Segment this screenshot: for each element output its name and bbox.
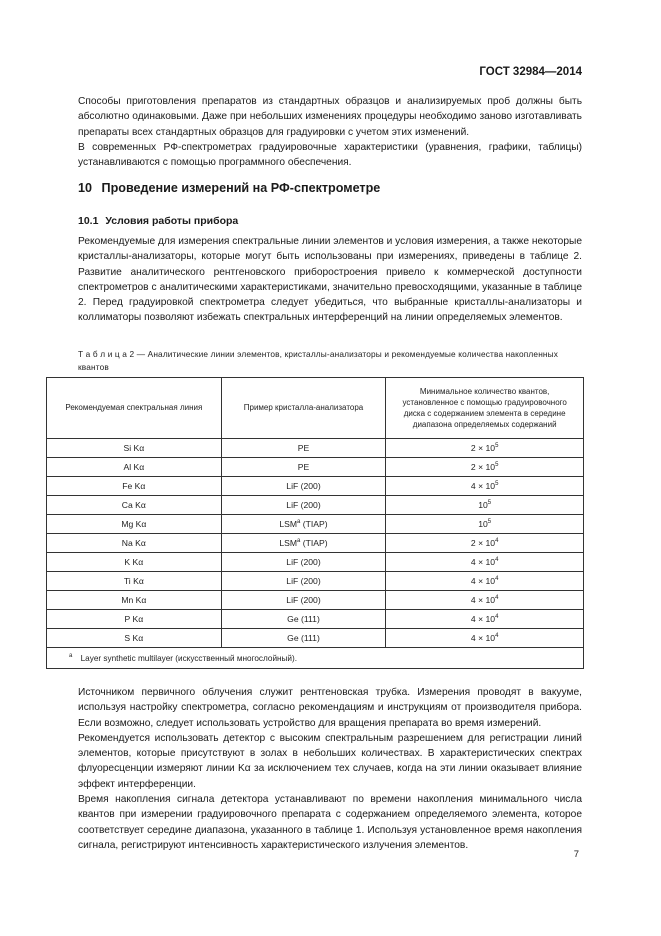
cell-min-quanta xyxy=(386,496,584,515)
crystal-name-rest: (TIAP) xyxy=(300,519,328,529)
cell-spectral-line: Ca Kα xyxy=(47,496,222,515)
footnote-mark: а xyxy=(69,652,73,659)
quanta-base: 4 × 10 xyxy=(470,614,496,624)
table-row xyxy=(47,534,584,553)
crystal-footnote-mark: а xyxy=(297,519,301,525)
crystal-name: LiF (200) xyxy=(286,576,321,586)
cell-min-quanta xyxy=(386,439,584,458)
intro-text xyxy=(78,94,582,170)
cell-crystal xyxy=(221,439,386,458)
cell-min-quanta xyxy=(386,610,584,629)
cell-spectral-line: Fe Kα xyxy=(47,477,222,496)
after-table-text xyxy=(78,685,582,853)
quanta-exponent: 5 xyxy=(487,500,492,506)
crystal-name: LSM xyxy=(279,538,298,548)
cell-min-quanta xyxy=(386,572,584,591)
cell-spectral-line: Na Kα xyxy=(47,534,222,553)
table-row xyxy=(47,610,584,629)
quanta-base: 4 × 10 xyxy=(470,595,496,605)
page-number: 7 xyxy=(573,849,579,860)
quanta-base: 2 × 10 xyxy=(470,443,496,453)
crystal-name: Ge (111) xyxy=(287,633,320,643)
section-heading xyxy=(78,181,380,195)
quanta-base: 4 × 10 xyxy=(470,557,496,567)
cell-crystal xyxy=(221,610,386,629)
table-row xyxy=(47,572,584,591)
cell-crystal xyxy=(221,477,386,496)
crystal-name: LiF (200) xyxy=(286,500,321,510)
quanta-exponent: 5 xyxy=(495,462,499,468)
table-footnote-row xyxy=(47,648,584,669)
crystal-name: LiF (200) xyxy=(286,557,321,567)
cell-spectral-line: Mg Kα xyxy=(47,515,222,534)
quanta-base: 10 xyxy=(478,519,488,529)
table-row xyxy=(47,591,584,610)
cell-min-quanta xyxy=(386,534,584,553)
cell-crystal xyxy=(221,496,386,515)
crystal-name: LiF (200) xyxy=(286,481,321,491)
cell-min-quanta xyxy=(386,553,584,572)
subsection-title: Условия работы прибора xyxy=(105,215,239,227)
cell-crystal xyxy=(221,591,386,610)
cell-min-quanta xyxy=(386,629,584,648)
quanta-exponent: 4 xyxy=(495,557,499,563)
crystal-name: Ge (111) xyxy=(287,614,320,624)
cell-crystal xyxy=(221,534,386,553)
intro-paragraph-2: В современных РФ-спектрометрах градуировочные характеристики (уравнения, графики, таблицы) устанавливаются с помощью программного обеспечения. xyxy=(78,141,582,169)
cell-crystal xyxy=(221,572,386,591)
quanta-exponent: 5 xyxy=(495,481,499,487)
table-footnote xyxy=(47,648,584,669)
cell-min-quanta xyxy=(386,515,584,534)
crystal-footnote-mark: а xyxy=(297,538,301,544)
cell-min-quanta xyxy=(386,477,584,496)
header-spectral-line: Рекомендуемая спектральная линия xyxy=(47,378,222,439)
cell-min-quanta xyxy=(386,458,584,477)
table-caption: Т а б л и ц а 2 — Аналитические линии элементов, кристаллы-анализаторы и рекомендуемые количества накопленных квантов xyxy=(78,349,559,372)
crystal-name: LSM xyxy=(279,519,298,529)
table-row xyxy=(47,477,584,496)
table-row xyxy=(47,629,584,648)
crystal-name: LiF (200) xyxy=(286,595,321,605)
cell-crystal xyxy=(221,515,386,534)
cell-spectral-line: Al Kα xyxy=(47,458,222,477)
cell-min-quanta xyxy=(386,591,584,610)
quanta-exponent: 4 xyxy=(495,595,499,601)
cell-spectral-line: K Kα xyxy=(47,553,222,572)
table-row xyxy=(47,553,584,572)
table-row xyxy=(47,515,584,534)
quanta-base: 10 xyxy=(478,500,488,510)
table-row xyxy=(47,458,584,477)
quanta-base: 2 × 10 xyxy=(470,538,496,548)
cell-spectral-line: S Kα xyxy=(47,629,222,648)
quanta-exponent: 5 xyxy=(495,443,499,449)
cell-crystal xyxy=(221,629,386,648)
section-title: Проведение измерений на РФ-спектрометре xyxy=(101,181,381,195)
intro-paragraph-1: Способы приготовления препаратов из стандартных образцов и анализируемых проб должны быть абсолютно одинаковыми. Даже при небольших изменениях процедуры необходимо заново изготавливать препараты всех стандартных образцов для градуировки с учетом этих изменений. xyxy=(78,96,582,138)
cell-spectral-line: P Kα xyxy=(47,610,222,629)
header-min-quanta: Минимальное количество квантов, установленное с помощью градуировочного диска с содержанием элемента в середине диапазона определяемых содержаний xyxy=(386,378,584,439)
analytical-lines-table xyxy=(46,377,584,669)
cell-spectral-line: Ti Kα xyxy=(47,572,222,591)
quanta-exponent: 4 xyxy=(495,614,499,620)
quanta-exponent: 5 xyxy=(487,519,492,525)
cell-crystal xyxy=(221,553,386,572)
table-body xyxy=(47,439,584,648)
crystal-name-rest: (TIAP) xyxy=(300,538,328,548)
crystal-name: PE xyxy=(297,443,310,453)
after-paragraph-3: Время накопления сигнала детектора устанавливают по времени накопления минимального числа квантов при измерении градуировочного препарата с содержанием определяемого элемента, которое соответствует середине диапазона, указанного в таблице 1. Используя установленное время накопления сигнала, регистрируют интенсивность характеристического излучения элементов. xyxy=(78,794,582,851)
table-row xyxy=(47,439,584,458)
quanta-exponent: 4 xyxy=(495,633,499,639)
footnote-text: Layer synthetic multilayer (искусственный многослойный). xyxy=(80,653,298,663)
quanta-base: 4 × 10 xyxy=(470,633,496,643)
after-paragraph-1: Источником первичного облучения служит рентгеновская трубка. Измерения проводят в вакууме, используя настройку спектрометра, согласно рекомендациям и инструкциям от производителя прибора. Если возможно, следует использовать устройство для вращения препарата во время измерений. xyxy=(78,687,582,729)
section-number: 10 xyxy=(78,181,93,195)
cell-crystal xyxy=(221,458,386,477)
after-paragraph-2: Рекомендуется использовать детектор с высоким спектральным разрешением для регистрации линий элементов, которые присутствуют в золах в небольших количествах. В характеристических спектрах флуоресценции измеряют линии Kα за исключением тех случаев, когда на эти линии оказывает влияние эффект интерференции. xyxy=(78,732,582,790)
crystal-name: PE xyxy=(297,462,310,472)
cell-spectral-line: Mn Kα xyxy=(47,591,222,610)
table-row xyxy=(47,496,584,515)
standard-code: ГОСТ 32984—2014 xyxy=(479,66,582,78)
quanta-exponent: 4 xyxy=(495,576,499,582)
quanta-exponent: 4 xyxy=(495,538,499,544)
quanta-base: 4 × 10 xyxy=(470,481,496,491)
subsection-heading xyxy=(78,215,238,227)
quanta-base: 4 × 10 xyxy=(470,576,496,586)
subsection-text xyxy=(78,234,582,326)
header-crystal: Пример кристалла-анализатора xyxy=(221,378,386,439)
table-header-row xyxy=(47,378,584,439)
cell-spectral-line: Si Kα xyxy=(47,439,222,458)
subsection-paragraph: Рекомендуемые для измерения спектральные линии элементов и условия измерения, а также некоторые кристаллы-анализаторы, которые могут быть использованы при измерениях, приведены в таблице 2. Развитие аналитического рентгеновского приборостроения привело к коммерческой доступности спектрометров с аналитическими характеристиками, значительно превосходящими, указанные в таблице 2. Перед градуировкой спектрометра следует убедиться, что выбранные кристаллы-анализаторы и коллиматоры позволяют избежать спектральных интерференций на линии определяемых элементов. xyxy=(78,236,582,324)
subsection-number: 10.1 xyxy=(78,215,99,227)
quanta-base: 2 × 10 xyxy=(470,462,496,472)
